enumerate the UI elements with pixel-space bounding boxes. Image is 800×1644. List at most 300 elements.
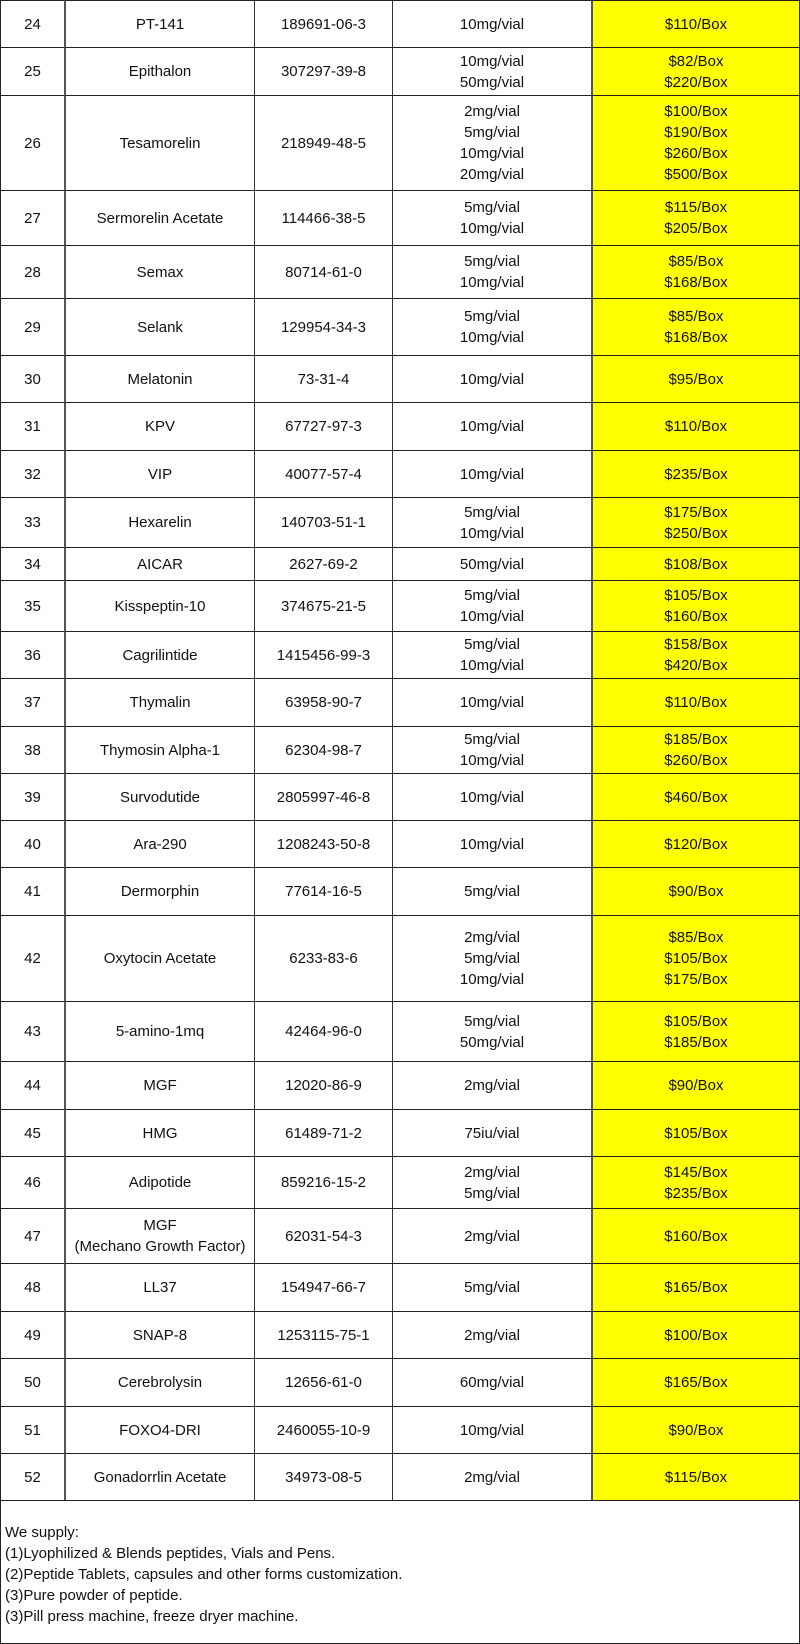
item-number-text: 33 xyxy=(24,514,41,531)
cas-number-text: 2627-69-2 xyxy=(289,555,358,573)
item-number-text: 52 xyxy=(24,1468,41,1486)
item-number-cell xyxy=(0,1406,64,1453)
cas-number-cell xyxy=(254,497,392,547)
dosage-cell xyxy=(392,47,591,95)
dosage-line: 5mg/vial xyxy=(464,253,520,270)
cas-number-text: 2460055-10-9 xyxy=(276,1421,371,1439)
dosage-line: 2mg/vial xyxy=(464,1468,520,1486)
item-number-text: 47 xyxy=(24,1227,41,1245)
product-name-cell xyxy=(64,355,254,402)
item-number-cell xyxy=(0,1156,64,1208)
price-line: $90/Box xyxy=(668,1077,724,1094)
product-name-cell xyxy=(64,47,254,95)
cas-number-cell xyxy=(254,1406,392,1453)
dosage-line: 10mg/vial xyxy=(459,52,525,70)
price-cell xyxy=(591,1109,800,1156)
price-cell xyxy=(591,1311,800,1358)
table-row xyxy=(0,298,800,355)
price-cell xyxy=(591,580,800,631)
price-cell xyxy=(591,1263,800,1311)
product-name-line: KPV xyxy=(144,418,175,435)
price-line: $168/Box xyxy=(664,329,728,346)
cas-number-cell xyxy=(254,190,392,245)
item-number-text: 28 xyxy=(24,263,41,281)
item-number-cell xyxy=(0,820,64,867)
dosage-line: 10mg/vial xyxy=(459,15,525,33)
table-row xyxy=(0,773,800,820)
product-name-cell xyxy=(64,298,254,355)
dosage-line: 2mg/vial xyxy=(464,1227,520,1245)
dosage-line: 5mg/vial xyxy=(464,883,520,900)
cas-number-text: 1253115-75-1 xyxy=(277,1326,370,1344)
dosage-cell xyxy=(392,0,591,47)
product-name-line: SNAP-8 xyxy=(132,1326,188,1344)
cas-number-cell xyxy=(254,915,392,1001)
product-name-cell xyxy=(64,1453,254,1500)
item-number-cell xyxy=(0,245,64,298)
cas-number-text: 12656-61-0 xyxy=(285,1374,362,1391)
product-name-cell xyxy=(64,726,254,773)
table-row xyxy=(0,1001,800,1061)
dosage-line: 60mg/vial xyxy=(459,1374,525,1391)
cas-number-text: 189691-06-3 xyxy=(280,15,367,33)
table-row xyxy=(0,402,800,450)
dosage-cell xyxy=(392,1358,591,1406)
product-name-cell xyxy=(64,1358,254,1406)
dosage-line: 10mg/vial xyxy=(459,971,525,988)
table-row xyxy=(0,631,800,678)
product-name-line: Dermorphin xyxy=(120,883,200,900)
price-cell xyxy=(591,1453,800,1500)
product-name-cell xyxy=(64,245,254,298)
price-line: $110/Box xyxy=(664,694,728,711)
price-cell xyxy=(591,1001,800,1061)
product-name-line: 5-amino-1mq xyxy=(115,1023,205,1040)
item-number-text: 27 xyxy=(24,209,41,227)
product-name-cell xyxy=(64,580,254,631)
product-name-cell xyxy=(64,1061,254,1109)
price-line: $115/Box xyxy=(664,199,728,216)
dosage-cell xyxy=(392,355,591,402)
item-number-cell xyxy=(0,1208,64,1263)
item-number-text: 24 xyxy=(24,15,41,33)
dosage-line: 10mg/vial xyxy=(459,788,525,806)
price-cell xyxy=(591,47,800,95)
product-name-line: Gonadorrlin Acetate xyxy=(93,1468,227,1486)
product-name-cell xyxy=(64,820,254,867)
dosage-line: 10mg/vial xyxy=(459,274,525,291)
price-line: $420/Box xyxy=(664,657,728,674)
price-line: $185/Box xyxy=(664,1033,728,1051)
product-name-line: Melatonin xyxy=(127,370,193,388)
cas-number-cell xyxy=(254,1311,392,1358)
price-line: $100/Box xyxy=(664,1326,728,1344)
item-number-cell xyxy=(0,1453,64,1500)
item-number-cell xyxy=(0,580,64,631)
price-line: $90/Box xyxy=(668,883,724,900)
dosage-cell xyxy=(392,820,591,867)
price-cell xyxy=(591,1061,800,1109)
table-row xyxy=(0,820,800,867)
supply-note-item: (2)Peptide Tablets, capsules and other forms customization. xyxy=(5,1566,403,1583)
item-number-cell xyxy=(0,631,64,678)
dosage-line: 10mg/vial xyxy=(459,465,525,483)
cas-number-text: 1208243-50-8 xyxy=(276,835,371,853)
dosage-cell xyxy=(392,631,591,678)
price-line: $460/Box xyxy=(664,788,728,806)
product-name-line: HMG xyxy=(142,1124,178,1142)
price-cell xyxy=(591,726,800,773)
dosage-cell xyxy=(392,1453,591,1500)
cas-number-cell xyxy=(254,355,392,402)
item-number-text: 48 xyxy=(24,1279,41,1296)
dosage-line: 10mg/vial xyxy=(459,608,525,625)
item-number-cell xyxy=(0,547,64,580)
item-number-cell xyxy=(0,190,64,245)
dosage-line: 50mg/vial xyxy=(459,555,525,573)
price-line: $175/Box xyxy=(664,971,728,988)
table-row xyxy=(0,726,800,773)
cas-number-text: 61489-71-2 xyxy=(285,1124,362,1142)
dosage-cell xyxy=(392,402,591,450)
table-row xyxy=(0,678,800,726)
table-row xyxy=(0,497,800,547)
product-name-line: PT-141 xyxy=(135,15,185,33)
price-cell xyxy=(591,190,800,245)
cas-number-text: 2805997-46-8 xyxy=(276,788,371,806)
product-name-cell xyxy=(64,1001,254,1061)
price-cell xyxy=(591,631,800,678)
price-line: $260/Box xyxy=(664,145,728,162)
cas-number-text: 67727-97-3 xyxy=(285,418,362,435)
cas-number-text: 62031-54-3 xyxy=(285,1227,362,1245)
dosage-line: 10mg/vial xyxy=(459,657,525,674)
item-number-cell xyxy=(0,497,64,547)
price-cell xyxy=(591,1358,800,1406)
cas-number-text: 154947-66-7 xyxy=(280,1279,367,1296)
price-line: $235/Box xyxy=(664,1184,728,1202)
price-line: $185/Box xyxy=(664,731,728,748)
cas-number-cell xyxy=(254,1109,392,1156)
product-name-line: Cerebrolysin xyxy=(117,1374,203,1391)
product-name-line: Tesamorelin xyxy=(119,134,201,152)
dosage-line: 2mg/vial xyxy=(464,1163,520,1181)
price-line: $100/Box xyxy=(664,103,728,120)
dosage-cell xyxy=(392,1156,591,1208)
cas-number-cell xyxy=(254,1208,392,1263)
cas-number-text: 1415456-99-3 xyxy=(276,646,371,664)
cas-number-text: 73-31-4 xyxy=(297,370,350,388)
product-name-line: MGF xyxy=(143,1217,177,1234)
price-line: $95/Box xyxy=(668,370,724,388)
item-number-cell xyxy=(0,355,64,402)
product-name-line: Cagrilintide xyxy=(122,646,198,664)
supply-note-item: (3)Pure powder of peptide. xyxy=(5,1587,183,1604)
dosage-line: 10mg/vial xyxy=(459,418,525,435)
cas-number-cell xyxy=(254,0,392,47)
item-number-cell xyxy=(0,773,64,820)
table-row xyxy=(0,450,800,497)
price-line: $250/Box xyxy=(664,524,728,542)
product-name-cell xyxy=(64,1208,254,1263)
price-line: $145/Box xyxy=(664,1163,728,1181)
item-number-cell xyxy=(0,867,64,915)
cas-number-cell xyxy=(254,450,392,497)
dosage-cell xyxy=(392,547,591,580)
product-name-line: MGF xyxy=(143,1077,177,1094)
dosage-line: 50mg/vial xyxy=(459,73,525,91)
item-number-cell xyxy=(0,47,64,95)
cas-number-text: 140703-51-1 xyxy=(280,514,367,531)
table-row xyxy=(0,867,800,915)
item-number-text: 39 xyxy=(24,788,41,806)
product-name-line: Semax xyxy=(136,263,184,281)
cas-number-cell xyxy=(254,631,392,678)
price-line: $105/Box xyxy=(664,1124,728,1142)
cas-number-text: 42464-96-0 xyxy=(285,1023,362,1040)
item-number-cell xyxy=(0,450,64,497)
dosage-cell xyxy=(392,1311,591,1358)
cas-number-cell xyxy=(254,820,392,867)
cas-number-text: 62304-98-7 xyxy=(285,741,362,759)
cas-number-text: 63958-90-7 xyxy=(285,694,362,711)
dosage-line: 10mg/vial xyxy=(459,524,525,542)
product-name-line: Thymosin Alpha-1 xyxy=(99,741,221,759)
price-line: $160/Box xyxy=(664,1227,728,1245)
price-cell xyxy=(591,547,800,580)
item-number-text: 30 xyxy=(24,370,41,388)
cas-number-text: 40077-57-4 xyxy=(285,465,362,483)
item-number-text: 44 xyxy=(24,1077,41,1094)
item-number-cell xyxy=(0,678,64,726)
dosage-line: 5mg/vial xyxy=(464,199,520,216)
price-cell xyxy=(591,298,800,355)
table-row xyxy=(0,1311,800,1358)
dosage-cell xyxy=(392,190,591,245)
product-name-line: Oxytocin Acetate xyxy=(103,950,217,967)
product-name-line: Sermorelin Acetate xyxy=(96,209,224,227)
product-name-line: Survodutide xyxy=(119,788,201,806)
item-number-text: 37 xyxy=(24,694,41,711)
dosage-cell xyxy=(392,1061,591,1109)
product-name-line: FOXO4-DRI xyxy=(119,1421,201,1439)
price-line: $120/Box xyxy=(664,835,728,853)
product-name-cell xyxy=(64,1263,254,1311)
product-name-cell xyxy=(64,0,254,47)
cas-number-cell xyxy=(254,1453,392,1500)
item-number-text: 29 xyxy=(24,318,41,336)
supply-note xyxy=(0,1500,800,1644)
item-number-cell xyxy=(0,95,64,190)
dosage-line: 10mg/vial xyxy=(459,752,525,769)
dosage-cell xyxy=(392,580,591,631)
price-cell xyxy=(591,1406,800,1453)
table-row xyxy=(0,1263,800,1311)
table-row xyxy=(0,355,800,402)
price-line: $85/Box xyxy=(668,929,724,946)
price-line: $115/Box xyxy=(664,1468,728,1486)
dosage-cell xyxy=(392,1208,591,1263)
item-number-text: 38 xyxy=(24,741,41,759)
cas-number-cell xyxy=(254,580,392,631)
item-number-text: 42 xyxy=(24,950,41,967)
product-name-cell xyxy=(64,497,254,547)
dosage-cell xyxy=(392,95,591,190)
product-name-cell xyxy=(64,1311,254,1358)
dosage-cell xyxy=(392,245,591,298)
item-number-text: 43 xyxy=(24,1023,41,1040)
price-line: $108/Box xyxy=(664,555,728,573)
item-number-cell xyxy=(0,1109,64,1156)
item-number-cell xyxy=(0,1001,64,1061)
price-cell xyxy=(591,95,800,190)
item-number-text: 50 xyxy=(24,1374,41,1391)
cas-number-cell xyxy=(254,547,392,580)
dosage-line: 5mg/vial xyxy=(464,1012,520,1030)
product-name-cell xyxy=(64,402,254,450)
price-cell xyxy=(591,0,800,47)
cas-number-text: 34973-08-5 xyxy=(285,1468,362,1486)
product-name-cell xyxy=(64,1406,254,1453)
item-number-text: 34 xyxy=(24,555,41,573)
product-name-cell xyxy=(64,773,254,820)
product-name-line: VIP xyxy=(147,465,173,483)
product-name-cell xyxy=(64,678,254,726)
cas-number-cell xyxy=(254,1061,392,1109)
item-number-text: 31 xyxy=(24,418,41,435)
product-name-line: Kisspeptin-10 xyxy=(114,597,206,615)
cas-number-cell xyxy=(254,726,392,773)
table-row xyxy=(0,47,800,95)
dosage-line: 5mg/vial xyxy=(464,950,520,967)
price-cell xyxy=(591,245,800,298)
dosage-cell xyxy=(392,497,591,547)
item-number-text: 32 xyxy=(24,465,41,483)
dosage-line: 2mg/vial xyxy=(464,1077,520,1094)
dosage-cell xyxy=(392,1001,591,1061)
dosage-line: 5mg/vial xyxy=(464,636,520,653)
cas-number-text: 77614-16-5 xyxy=(285,883,362,900)
cas-number-cell xyxy=(254,47,392,95)
price-line: $105/Box xyxy=(664,950,728,967)
cas-number-text: 218949-48-5 xyxy=(280,134,367,152)
product-name-cell xyxy=(64,450,254,497)
item-number-text: 46 xyxy=(24,1174,41,1191)
dosage-line: 10mg/vial xyxy=(459,145,525,162)
product-name-line: Ara-290 xyxy=(133,835,187,853)
item-number-cell xyxy=(0,726,64,773)
dosage-line: 10mg/vial xyxy=(459,329,525,346)
price-cell xyxy=(591,1156,800,1208)
product-name-cell xyxy=(64,1156,254,1208)
cas-number-text: 129954-34-3 xyxy=(280,318,367,336)
cas-number-text: 307297-39-8 xyxy=(280,63,367,80)
cas-number-cell xyxy=(254,867,392,915)
dosage-line: 10mg/vial xyxy=(459,835,525,853)
price-line: $110/Box xyxy=(664,418,728,435)
dosage-cell xyxy=(392,1263,591,1311)
item-number-cell xyxy=(0,1263,64,1311)
cas-number-cell xyxy=(254,773,392,820)
price-line: $260/Box xyxy=(664,752,728,769)
cas-number-text: 374675-21-5 xyxy=(280,597,367,615)
table-row xyxy=(0,0,800,47)
cas-number-cell xyxy=(254,1001,392,1061)
product-name-cell xyxy=(64,915,254,1001)
dosage-cell xyxy=(392,1109,591,1156)
price-line: $190/Box xyxy=(664,124,728,141)
item-number-cell xyxy=(0,402,64,450)
product-name-line: (Mechano Growth Factor) xyxy=(74,1238,246,1255)
product-name-line: LL37 xyxy=(143,1279,177,1296)
price-cell xyxy=(591,820,800,867)
cas-number-cell xyxy=(254,298,392,355)
item-number-cell xyxy=(0,0,64,47)
dosage-cell xyxy=(392,678,591,726)
price-line: $105/Box xyxy=(664,587,728,604)
price-line: $165/Box xyxy=(664,1374,728,1391)
price-cell xyxy=(591,678,800,726)
price-line: $85/Box xyxy=(668,308,724,325)
table-row xyxy=(0,245,800,298)
dosage-line: 5mg/vial xyxy=(464,1279,520,1296)
price-line: $158/Box xyxy=(664,636,728,653)
price-cell xyxy=(591,497,800,547)
dosage-cell xyxy=(392,450,591,497)
product-name-cell xyxy=(64,95,254,190)
cas-number-text: 114466-38-5 xyxy=(281,209,366,227)
dosage-cell xyxy=(392,726,591,773)
price-line: $85/Box xyxy=(668,253,724,270)
cas-number-text: 12020-86-9 xyxy=(285,1077,362,1094)
price-line: $105/Box xyxy=(664,1012,728,1030)
table-row xyxy=(0,1358,800,1406)
price-cell xyxy=(591,1208,800,1263)
dosage-cell xyxy=(392,773,591,820)
price-cell xyxy=(591,867,800,915)
product-name-cell xyxy=(64,190,254,245)
dosage-line: 10mg/vial xyxy=(459,220,525,237)
price-line: $82/Box xyxy=(668,52,724,70)
item-number-text: 40 xyxy=(24,835,41,853)
item-number-cell xyxy=(0,298,64,355)
product-name-line: AICAR xyxy=(137,555,183,573)
dosage-line: 2mg/vial xyxy=(464,929,520,946)
price-line: $90/Box xyxy=(668,1421,724,1439)
product-name-cell xyxy=(64,631,254,678)
product-name-line: Thymalin xyxy=(129,694,191,711)
price-cell xyxy=(591,355,800,402)
cas-number-cell xyxy=(254,1263,392,1311)
cas-number-text: 80714-61-0 xyxy=(285,263,362,281)
dosage-line: 5mg/vial xyxy=(464,308,520,325)
price-line: $175/Box xyxy=(664,503,728,521)
cas-number-cell xyxy=(254,402,392,450)
product-name-cell xyxy=(64,547,254,580)
table-row xyxy=(0,547,800,580)
item-number-text: 45 xyxy=(24,1124,41,1142)
item-number-text: 25 xyxy=(24,63,41,80)
product-name-cell xyxy=(64,867,254,915)
dosage-line: 50mg/vial xyxy=(459,1033,525,1051)
dosage-cell xyxy=(392,1406,591,1453)
item-number-text: 26 xyxy=(24,134,41,152)
cas-number-cell xyxy=(254,678,392,726)
price-line: $110/Box xyxy=(664,15,728,33)
product-name-line: Epithalon xyxy=(128,63,192,80)
item-number-text: 41 xyxy=(24,883,41,900)
table-row xyxy=(0,915,800,1001)
